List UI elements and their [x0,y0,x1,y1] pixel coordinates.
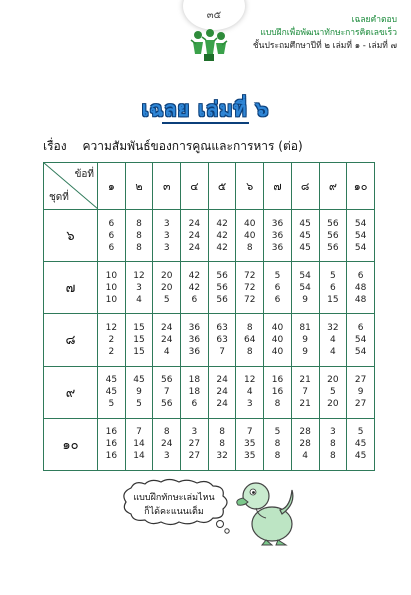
answer-value: 20 [327,399,339,410]
answer-cell [181,418,209,470]
answer-cell [98,262,126,314]
answer-value: 45 [133,375,145,386]
answer-cell [347,418,375,470]
answer-value: 54 [354,218,367,229]
answer-value: 56 [327,242,339,253]
answer-value: 20 [327,375,339,386]
answer-value: 8 [246,242,253,253]
table-row [44,262,375,314]
answer-value: 8 [329,451,336,462]
answer-cell [236,418,264,470]
answer-cell [125,210,153,262]
answer-value: 27 [188,439,201,450]
topic-line [43,137,303,156]
answer-value: 27 [188,451,201,462]
answer-value: 3 [246,399,253,410]
answer-value: 21 [299,375,311,386]
answer-value: 3 [329,427,336,438]
answer-value: 12 [244,375,256,386]
answer-cell [208,314,236,366]
answer-value: 45 [299,242,311,253]
answer-cell [208,210,236,262]
answer-cell [319,366,347,418]
answer-value: 8 [274,439,281,450]
answer-value: 6 [357,270,364,281]
answer-value: 4 [163,346,170,357]
answer-value: 81 [299,322,311,333]
answer-value: 36 [188,334,201,345]
answer-value: 8 [274,399,281,410]
answer-value: 48 [354,282,367,293]
answer-value: 28 [299,439,311,450]
answer-value: 10 [105,294,118,305]
column-header: ๔ [181,163,209,210]
answer-value: 40 [271,334,284,345]
answer-cell [208,262,236,314]
answer-value: 6 [274,282,281,293]
header-line-1: เฉลยคำตอบ [351,15,397,25]
answer-value: 36 [188,322,201,333]
answer-value: 72 [244,270,256,281]
answer-value: 32 [216,451,228,462]
answer-cell [98,314,126,366]
title-underline [162,122,249,124]
answer-value: 4 [329,334,336,345]
answer-value: 6 [274,294,281,305]
page-number: ๓๕ [206,10,222,21]
answer-value: 6 [108,230,115,241]
answer-cell [181,314,209,366]
answer-value: 5 [108,399,115,410]
answer-value: 20 [160,270,173,281]
answer-value: 27 [354,399,367,410]
answer-value: 42 [188,270,201,281]
answer-value: 12 [105,322,118,333]
answer-value: 3 [163,230,170,241]
answer-value: 8 [274,451,281,462]
answer-cell [181,210,209,262]
answer-value: 32 [327,322,339,333]
answer-value: 14 [133,439,145,450]
duck-mascot-icon [236,474,298,546]
answer-value: 24 [160,334,173,345]
row-header-set: ๘ [44,314,98,366]
answer-value: 56 [216,270,228,281]
answer-value: 8 [246,322,253,333]
answer-cell [347,262,375,314]
answer-value: 18 [188,375,201,386]
answer-value: 3 [163,451,170,462]
answer-cell [319,418,347,470]
answer-value: 15 [327,294,339,305]
answer-value: 5 [163,294,170,305]
answer-value: 24 [160,322,173,333]
answer-cell [98,418,126,470]
column-header: ๕ [208,163,236,210]
answer-value: 45 [299,218,311,229]
answer-value: 6 [108,242,115,253]
answer-cell [264,262,292,314]
answer-value: 45 [354,451,367,462]
column-header: ๙ [319,163,347,210]
answer-value: 5 [357,427,364,438]
answer-value: 9 [357,387,364,398]
answer-value: 4 [136,294,142,305]
answer-value: 8 [219,427,225,438]
header-line-2: แบบฝึกเพื่อพัฒนาทักษะการคิดเลขเร็ว [260,28,397,38]
answer-value: 40 [271,346,284,357]
answer-value: 10 [105,270,118,281]
answer-cell [125,314,153,366]
answer-value: 45 [105,387,118,398]
answer-value: 63 [216,322,228,333]
row-header-set: ๖ [44,210,98,262]
answer-value: 42 [188,282,201,293]
answer-cell [125,418,153,470]
answer-cell [291,210,319,262]
answer-value: 40 [271,322,284,333]
answer-value: 15 [133,322,145,333]
answer-value: 4 [329,346,336,357]
answer-value: 24 [188,230,201,241]
answer-value: 6 [191,399,198,410]
answer-value: 56 [327,218,339,229]
answer-cell [264,366,292,418]
answer-value: 9 [302,346,309,357]
column-header: ๗ [264,163,292,210]
header-children-icon [190,28,228,62]
answer-value: 54 [354,346,367,357]
answer-value: 72 [244,282,256,293]
answer-cell [319,262,347,314]
answer-value: 6 [191,294,198,305]
answer-value: 9 [302,334,309,345]
row-header-set: ๗ [44,262,98,314]
answer-value: 24 [160,439,173,450]
answer-value: 7 [219,346,225,357]
answer-value: 24 [216,399,228,410]
answer-value: 16 [271,387,284,398]
header-line-3: ชั้นประถมศึกษาปีที่ ๒ เล่มที่ ๑ - เล่มที่ ๗ [252,41,397,51]
answer-cell [291,418,319,470]
answer-cell [125,262,153,314]
answer-value: 54 [354,334,367,345]
answer-value: 27 [354,375,367,386]
answer-value: 8 [246,346,253,357]
answer-value: 8 [163,427,170,438]
corner-item-label: ข้อที่ [74,169,94,180]
bubble-line-1: แบบฝึกทักษะเล่มไหน [133,493,215,503]
topic-label: เรื่อง [43,139,67,153]
answer-value: 6 [329,282,336,293]
answer-value: 7 [136,427,142,438]
answer-value: 8 [219,439,225,450]
column-header: ๒ [125,163,153,210]
answer-value: 24 [188,242,201,253]
answer-value: 18 [188,387,201,398]
table-row [44,418,375,470]
answer-value: 24 [188,218,201,229]
answer-value: 5 [329,270,336,281]
page-number-tab [183,0,245,30]
answer-value: 5 [274,427,281,438]
answer-value: 45 [299,230,311,241]
answer-value: 3 [163,242,170,253]
answer-value: 36 [271,230,284,241]
answer-value: 56 [216,282,228,293]
answer-value: 64 [244,334,256,345]
answer-value: 24 [216,387,228,398]
corner-set-label: ชุดที่ [49,192,69,203]
answer-value: 5 [274,270,281,281]
answer-cell [236,262,264,314]
answer-value: 9 [302,294,309,305]
answer-value: 45 [105,375,118,386]
answer-cell [236,314,264,366]
answer-value: 40 [244,230,256,241]
answer-cell [153,210,181,262]
answer-cell [236,210,264,262]
answer-value: 42 [216,230,228,241]
table-row [44,366,375,418]
answer-value: 35 [244,439,256,450]
answer-value: 42 [216,218,228,229]
answer-cell [319,314,347,366]
answer-value: 56 [160,375,173,386]
answer-value: 3 [136,282,142,293]
answer-cell [181,262,209,314]
answer-cell [264,418,292,470]
answer-value: 42 [216,242,228,253]
answer-table [43,162,375,471]
answer-value: 54 [354,230,367,241]
header-text-block [253,14,397,53]
answer-value: 12 [133,270,145,281]
answer-value: 45 [354,439,367,450]
answer-cell [208,418,236,470]
answer-cell [291,314,319,366]
answer-value: 28 [299,427,311,438]
answer-value: 21 [299,399,311,410]
answer-value: 9 [136,387,142,398]
answer-cell [153,418,181,470]
answer-value: 36 [188,346,201,357]
answer-cell [98,366,126,418]
answer-cell [153,262,181,314]
answer-value: 54 [299,270,311,281]
answer-value: 48 [354,294,367,305]
answer-value: 7 [246,427,253,438]
answer-value: 10 [105,282,118,293]
answer-value: 40 [244,218,256,229]
answer-value: 63 [216,334,228,345]
answer-cell [264,210,292,262]
answer-value: 4 [302,451,309,462]
column-header: ๖ [236,163,264,210]
answer-cell [347,314,375,366]
answer-value: 15 [133,346,145,357]
answer-value: 2 [108,346,115,357]
answer-value: 2 [108,334,115,345]
answer-cell [98,210,126,262]
answer-cell [181,366,209,418]
table-row [44,210,375,262]
row-header-set: ๑๐ [44,418,98,470]
answer-value: 36 [271,242,284,253]
topic-text: ความสัมพันธ์ของการคูณและการหาร (ต่อ) [82,139,303,153]
answer-cell [153,314,181,366]
answer-value: 16 [105,451,118,462]
answer-cell [319,210,347,262]
table-header-row [44,163,375,210]
answer-value: 4 [246,387,253,398]
answer-value: 56 [160,399,173,410]
answer-value: 5 [136,399,142,410]
table-body [44,210,375,471]
answer-value: 6 [108,218,115,229]
answer-cell [347,366,375,418]
column-header: ๘ [291,163,319,210]
answer-value: 7 [163,387,170,398]
answer-cell [125,366,153,418]
answer-cell [236,366,264,418]
answer-value: 54 [299,282,311,293]
answer-cell [264,314,292,366]
column-header: ๑๐ [347,163,375,210]
page-title: เฉลย เล่มที่ ๖ [141,97,270,121]
bubble-line-2: ก็ได้คะแนนเต็ม [144,507,204,517]
answer-cell [291,262,319,314]
answer-value: 54 [354,242,367,253]
answer-value: 15 [133,334,145,345]
answer-value: 56 [216,294,228,305]
answer-value: 8 [136,218,142,229]
answer-value: 3 [163,218,170,229]
answer-value: 6 [357,322,364,333]
answer-cell [291,366,319,418]
table-row [44,314,375,366]
answer-value: 24 [216,375,228,386]
answer-value: 5 [329,387,336,398]
speech-bubble-text [128,491,220,519]
answer-value: 7 [302,387,309,398]
answer-cell [347,210,375,262]
answer-value: 35 [244,451,256,462]
table-corner-cell [44,163,98,210]
answer-value: 16 [105,427,118,438]
answer-value: 16 [105,439,118,450]
answer-cell [153,366,181,418]
answer-value: 36 [271,218,284,229]
answer-value: 56 [327,230,339,241]
answer-value: 8 [329,439,336,450]
column-header: ๓ [153,163,181,210]
answer-value: 14 [133,451,145,462]
answer-cell [208,366,236,418]
answer-value: 72 [244,294,256,305]
column-header: ๑ [98,163,126,210]
answer-value: 3 [191,427,198,438]
answer-value: 16 [271,375,284,386]
row-header-set: ๙ [44,366,98,418]
answer-value: 8 [136,230,142,241]
answer-value: 8 [136,242,142,253]
answer-value: 20 [160,282,173,293]
